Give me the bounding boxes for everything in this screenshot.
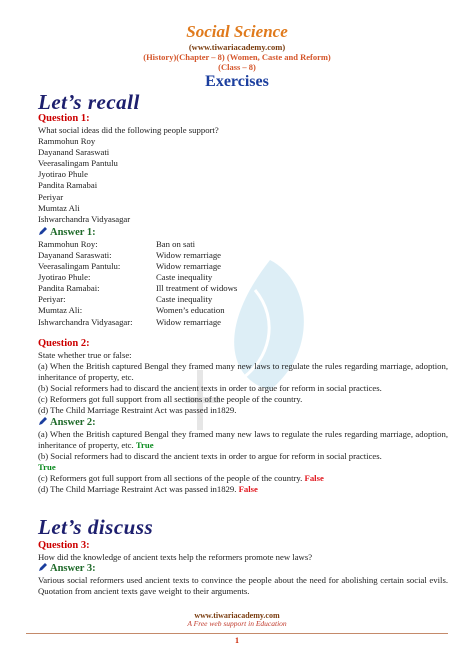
person-item: Rammohun Roy [38, 136, 96, 147]
pen-icon [38, 227, 48, 236]
answer-1-heading [38, 227, 448, 239]
answer-value: Women’s education [156, 305, 225, 316]
answer-3-text: Various social reformers used ancient texts to convince the people about the need for abolishing certain social evils. Quotation from ancient texts gave weight to their arguments. [38, 575, 448, 597]
answer-2b [38, 451, 448, 473]
answer-2d [38, 484, 448, 495]
answer-key: Pandita Ramabai: [38, 283, 100, 294]
question-1-block [38, 113, 448, 328]
pen-icon [38, 417, 48, 426]
statement-b: (b) Social reformers had to discard the ancient texts in order to argue for reform in social practices. [38, 383, 382, 394]
answer-2c [38, 473, 448, 484]
answer-3-label: Answer 3: [50, 563, 96, 575]
answer-value: Widow remarriage [156, 261, 222, 272]
answer-3-heading [38, 563, 448, 575]
answer-2d-value: False [238, 484, 258, 495]
answer-key: Periyar: [38, 294, 66, 305]
answer-row [38, 250, 448, 261]
answer-2a [38, 429, 448, 451]
person-item: Mumtaz Ali [38, 202, 80, 213]
footer-tagline: A Free web support in Education [187, 619, 287, 628]
answer-2b-value: True [38, 461, 56, 472]
header-website: (www.tiwariacademy.com) [188, 42, 286, 52]
page-number: 1 [235, 636, 239, 645]
answer-2a-value: True [135, 439, 154, 450]
answer-2d-text: (d) The Child Marriage Restraint Act was passed in1829. [38, 484, 237, 495]
answer-value: Caste inequality [156, 272, 213, 283]
answer-1-label: Answer 1: [50, 226, 96, 238]
section-heading-recall: Let’s recall [38, 90, 140, 114]
answer-row [38, 239, 448, 250]
answer-row [38, 294, 448, 305]
answer-row [38, 283, 448, 294]
question-2-block [38, 338, 448, 495]
footer-website: www.tiwariacademy.com [194, 611, 280, 620]
pen-icon [38, 563, 48, 572]
answer-value: Ban on sati [156, 238, 196, 249]
class-info: (Class – 8) [218, 62, 256, 72]
question-3-label: Question 3: [38, 540, 90, 551]
section-heading-discuss: Let’s discuss [38, 515, 154, 539]
answer-key: Mumtaz Ali: [38, 305, 83, 316]
question-2-label: Question 2: [38, 338, 90, 349]
statement-d: (d) The Child Marriage Restraint Act was passed in1829. [38, 405, 237, 416]
question-2-text: State whether true or false: [38, 350, 132, 360]
chapter-info: (History)(Chapter – 8) (Women, Caste and Reform) [143, 52, 331, 62]
answer-row [38, 261, 448, 272]
question-1-text: What social ideas did the following people support? [38, 125, 219, 135]
person-item: Jyotirao Phule [38, 169, 88, 180]
answer-value: Ill treatment of widows [156, 283, 238, 294]
answer-key: Veerasalingam Pantulu: [38, 261, 121, 272]
answer-row [38, 272, 448, 283]
question-1-label: Question 1: [38, 113, 90, 124]
subject-title: Social Science [186, 22, 288, 41]
statement-a: (a) When the British captured Bengal they framed many new laws to regulate the rules regarding marriage, adoption, inheritance of property, etc. [38, 361, 448, 383]
person-item: Veerasalingam Pantulu [38, 158, 118, 169]
statement-c: (c) Reformers got full support from all sections of the people of the country. [38, 394, 303, 405]
answer-row [38, 305, 448, 316]
person-item: Ishwarchandra Vidyasagar [38, 213, 131, 224]
person-item: Dayanand Saraswati [38, 147, 110, 158]
answer-key: Rammohun Roy: [38, 238, 98, 249]
exercises-heading: Exercises [205, 73, 269, 90]
answer-row [38, 317, 448, 328]
answer-2c-value: False [304, 472, 324, 483]
answer-2c-text: (c) Reformers got full support from all sections of the people of the country. [38, 472, 303, 483]
answer-key: Jyotirao Phule: [38, 272, 91, 283]
question-3-block [38, 540, 448, 597]
person-item: Periyar [38, 191, 64, 202]
answer-2b-text: (b) Social reformers had to discard the ancient texts in order to argue for reform in social practices. [38, 450, 382, 461]
answer-value: Widow remarriage [156, 316, 222, 327]
answer-2-heading [38, 417, 448, 429]
question-3-text: How did the knowledge of ancient texts help the reformers promote new laws? [38, 552, 313, 562]
answer-2-label: Answer 2: [50, 416, 96, 428]
answer-2a-text: (a) When the British captured Bengal they framed many new laws to regulate the rules regarding marriage, adoption, inheritance of property, etc. [38, 428, 448, 450]
answer-key: Dayanand Saraswati: [38, 249, 112, 260]
person-item: Pandita Ramabai [38, 180, 98, 191]
answer-value: Widow remarriage [156, 249, 222, 260]
answer-key: Ishwarchandra Vidyasagar: [38, 316, 133, 327]
footer-divider [26, 633, 448, 634]
answer-value: Caste inequality [156, 294, 213, 305]
